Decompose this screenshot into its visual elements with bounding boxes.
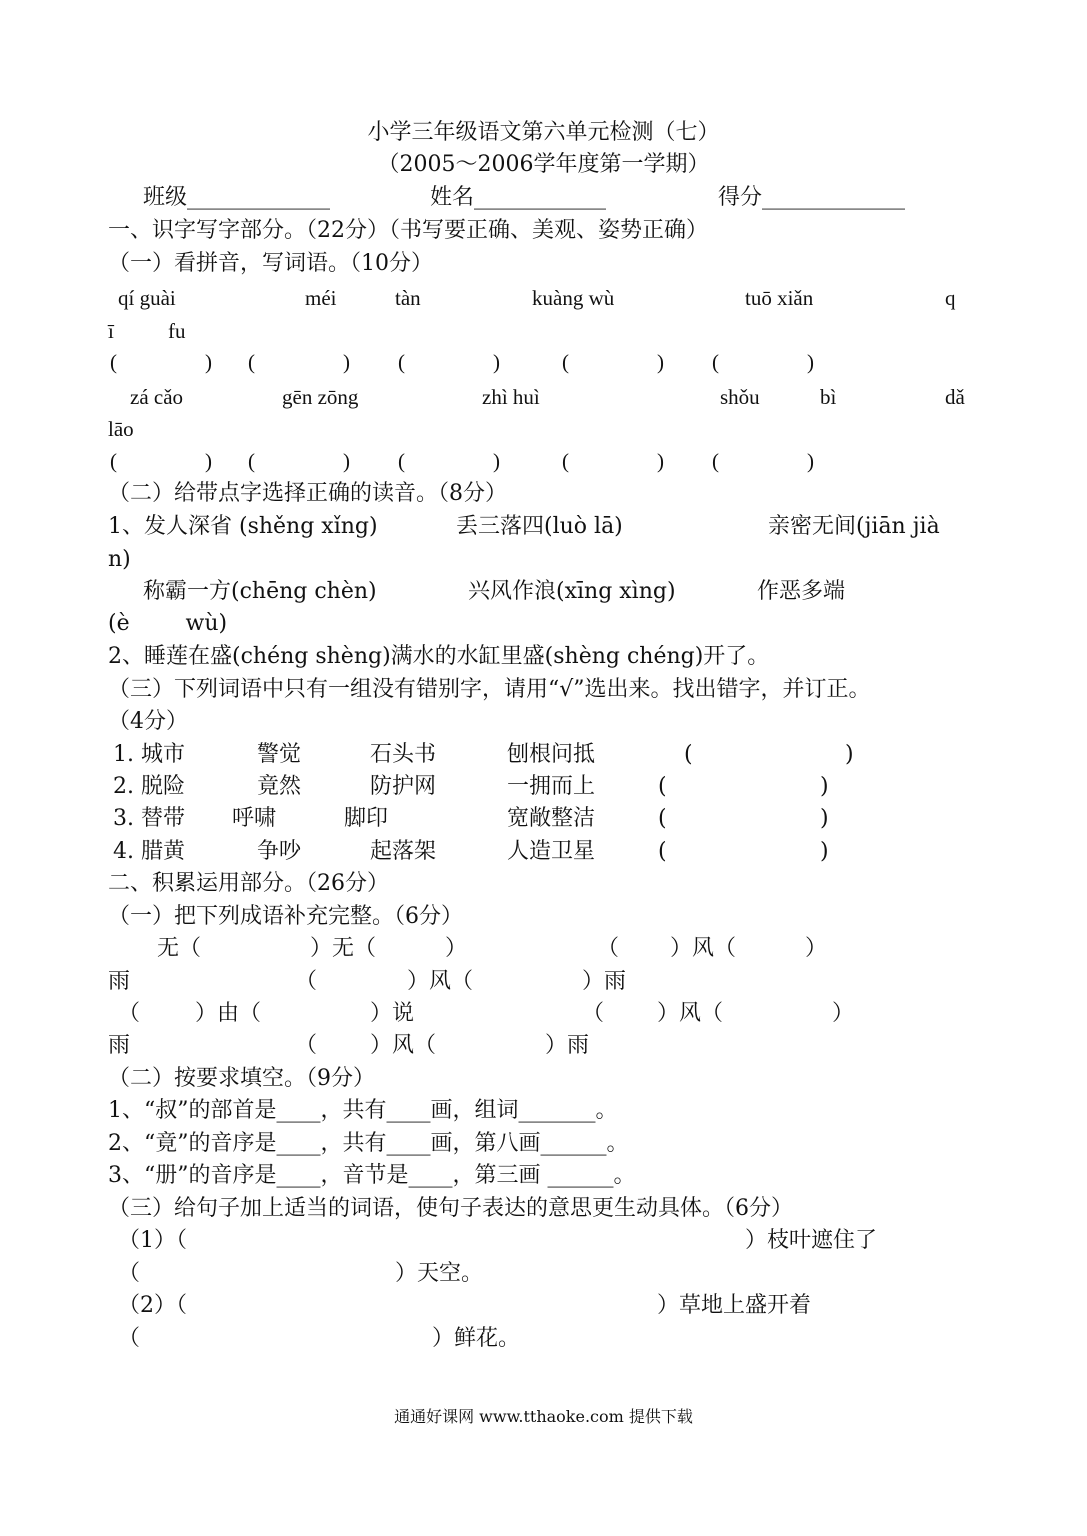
q3-word: 争吵 bbox=[257, 839, 302, 864]
idiom-fill: ）无（ bbox=[310, 936, 377, 961]
pinyin-item: tuō xiǎn bbox=[745, 286, 814, 310]
q3-word: 脚印 bbox=[344, 806, 389, 831]
p2-q2-line: 1、“叔”的部首是____，共有____画，组词_______。 bbox=[108, 1098, 618, 1123]
answer-paren: ( bbox=[712, 350, 719, 374]
page-subtitle: （2005～2006学年度第一学期） bbox=[377, 152, 710, 177]
pinyin-item: tàn bbox=[395, 286, 421, 310]
idiom-fill: ）风（ bbox=[657, 1001, 724, 1026]
idiom-fill: ）风（ bbox=[407, 969, 474, 994]
q2-line: 丢三落四(luò lā) bbox=[456, 514, 623, 539]
idiom-fill: （ bbox=[582, 1001, 605, 1026]
q3-word: 刨根问抵 bbox=[507, 742, 596, 767]
name-field: 姓名____________ bbox=[430, 185, 607, 210]
q3-word: 呼啸 bbox=[232, 806, 277, 831]
idiom-fill: ） bbox=[805, 936, 828, 961]
answer-paren: ( bbox=[398, 449, 405, 473]
idiom-fill: （ bbox=[295, 969, 318, 994]
pinyin-item: zá cǎo bbox=[130, 385, 184, 409]
answer-paren: ) bbox=[343, 350, 350, 374]
answer-paren: ( bbox=[398, 350, 405, 374]
answer-paren: ( bbox=[658, 774, 667, 799]
sentence-fill: ）鲜花。 bbox=[432, 1326, 521, 1351]
answer-paren: ( bbox=[248, 350, 255, 374]
answer-paren: ) bbox=[820, 774, 829, 799]
q3-heading: （三）下列词语中只有一组没有错别字，请用“√”选出来。找出错字，并订正。 bbox=[108, 677, 871, 702]
q3-word: 防护网 bbox=[370, 774, 437, 799]
part1-heading: 一、识字写字部分。（22分）（书写要正确、美观、姿势正确） bbox=[108, 218, 708, 243]
pinyin-item: kuàng wù bbox=[532, 286, 615, 310]
pinyin-item: q bbox=[945, 286, 956, 310]
idiom-fill: ）说 bbox=[370, 1001, 415, 1026]
answer-paren: ) bbox=[657, 350, 664, 374]
idiom-fill: ）雨 bbox=[582, 969, 627, 994]
q3-word: 宽敞整洁 bbox=[507, 806, 596, 831]
p2-q2-line: 2、“竟”的音序是____，共有____画，第八画______。 bbox=[108, 1131, 629, 1156]
footer-credit: 通通好课网 www.tthaoke.com 提供下载 bbox=[394, 1407, 693, 1426]
idiom-fill: ） bbox=[832, 1001, 855, 1026]
q3-word: 起落架 bbox=[370, 839, 437, 864]
q1-heading: （一）看拼音，写词语。（10分） bbox=[108, 251, 433, 276]
answer-paren: ) bbox=[205, 449, 212, 473]
p2-q2-heading: （二）按要求填空。（9分） bbox=[108, 1066, 375, 1091]
answer-paren: ) bbox=[845, 742, 854, 767]
sentence-fill: ）天空。 bbox=[395, 1261, 484, 1286]
answer-paren: ( bbox=[658, 839, 667, 864]
q2-line: 称霸一方(chēng chèn) bbox=[143, 579, 377, 604]
q3-word: 警觉 bbox=[257, 742, 302, 767]
idiom-fill: ）由（ bbox=[195, 1001, 262, 1026]
idiom-fill: （ bbox=[118, 1001, 141, 1026]
answer-paren: ) bbox=[820, 806, 829, 831]
answer-paren: ) bbox=[657, 449, 664, 473]
answer-paren: ) bbox=[807, 449, 814, 473]
answer-paren: ) bbox=[205, 350, 212, 374]
idiom-fill: ）风（ bbox=[670, 936, 737, 961]
answer-paren: ) bbox=[820, 839, 829, 864]
pinyin-item: gēn zōng bbox=[282, 385, 359, 409]
page-title: 小学三年级语文第六单元检测（七） bbox=[367, 120, 720, 145]
pinyin-item: bì bbox=[820, 385, 837, 409]
q3-word: 人造卫星 bbox=[507, 839, 596, 864]
p2-q1-heading: （一）把下列成语补充完整。（6分） bbox=[108, 904, 463, 929]
q2-line: 2、睡莲在盛(chéng shèng)满水的水缸里盛(shèng chéng)开了。 bbox=[108, 644, 770, 669]
pinyin-item: qí guài bbox=[118, 286, 176, 310]
pinyin-item: lāo bbox=[108, 417, 134, 441]
q2-line: 亲密无间(jiān jià bbox=[768, 514, 940, 539]
idiom-fill: 无（ bbox=[157, 936, 202, 961]
answer-paren: ( bbox=[562, 350, 569, 374]
idiom-fill: ）雨 bbox=[545, 1033, 590, 1058]
q3-word: 竟然 bbox=[257, 774, 302, 799]
idiom-fill: ）风（ bbox=[370, 1033, 437, 1058]
q3-heading-wrap: （4分） bbox=[108, 709, 188, 734]
answer-paren: ( bbox=[684, 742, 693, 767]
idiom-fill: 雨 bbox=[108, 1033, 131, 1058]
q3-word: 石头书 bbox=[370, 742, 437, 767]
idiom-fill: （ bbox=[597, 936, 620, 961]
q3-row-num: 4. 腊黄 bbox=[113, 839, 185, 864]
p2-q2-line: 3、“册”的音序是____，音节是____，第三画 ______。 bbox=[108, 1163, 636, 1188]
q2-line: 1、发人深省 (shěng xǐng) bbox=[108, 514, 378, 539]
sentence-fill: ）草地上盛开着 bbox=[657, 1293, 812, 1318]
q2-heading: （二）给带点字选择正确的读音。（8分） bbox=[108, 481, 507, 506]
answer-paren: ( bbox=[658, 806, 667, 831]
part2-heading: 二、积累运用部分。（26分） bbox=[108, 871, 389, 896]
sentence-fill: （ bbox=[118, 1261, 141, 1286]
answer-paren: ( bbox=[712, 449, 719, 473]
q2-line: 作恶多端 bbox=[757, 579, 846, 604]
score-field: 得分_____________ bbox=[718, 185, 906, 210]
q3-row-num: 2. 脱险 bbox=[113, 774, 185, 799]
idiom-fill: 雨 bbox=[108, 969, 131, 994]
pinyin-item: ī bbox=[108, 319, 114, 343]
q3-row-num: 1. 城市 bbox=[113, 742, 185, 767]
pinyin-item: zhì huì bbox=[482, 385, 540, 409]
p2-q3-heading: （三）给句子加上适当的词语，使句子表达的意思更生动具体。（6分） bbox=[108, 1196, 793, 1221]
sentence-fill: ）枝叶遮住了 bbox=[745, 1228, 878, 1253]
pinyin-item: fu bbox=[168, 319, 186, 343]
q3-row-num: 3. 替带 bbox=[113, 806, 185, 831]
answer-paren: ) bbox=[807, 350, 814, 374]
q3-word: 一拥而上 bbox=[507, 774, 596, 799]
q2-line: 兴风作浪(xīng xìng) bbox=[468, 579, 676, 604]
answer-paren: ) bbox=[343, 449, 350, 473]
idiom-fill: （ bbox=[295, 1033, 318, 1058]
class-field: 班级_____________ bbox=[143, 185, 331, 210]
pinyin-item: shǒu bbox=[720, 385, 760, 409]
answer-paren: ( bbox=[248, 449, 255, 473]
idiom-fill: ） bbox=[445, 936, 468, 961]
q2-line: (è wù) bbox=[108, 611, 228, 636]
sentence-fill: （1）（ bbox=[118, 1228, 187, 1253]
sentence-fill: （2）（ bbox=[118, 1293, 187, 1318]
answer-paren: ( bbox=[562, 449, 569, 473]
sentence-fill: （ bbox=[118, 1326, 141, 1351]
answer-paren: ( bbox=[110, 350, 117, 374]
answer-paren: ) bbox=[493, 449, 500, 473]
answer-paren: ( bbox=[110, 449, 117, 473]
pinyin-item: dǎ bbox=[945, 385, 965, 409]
answer-paren: ) bbox=[493, 350, 500, 374]
q2-line: n) bbox=[108, 547, 131, 572]
pinyin-item: méi bbox=[305, 286, 337, 310]
